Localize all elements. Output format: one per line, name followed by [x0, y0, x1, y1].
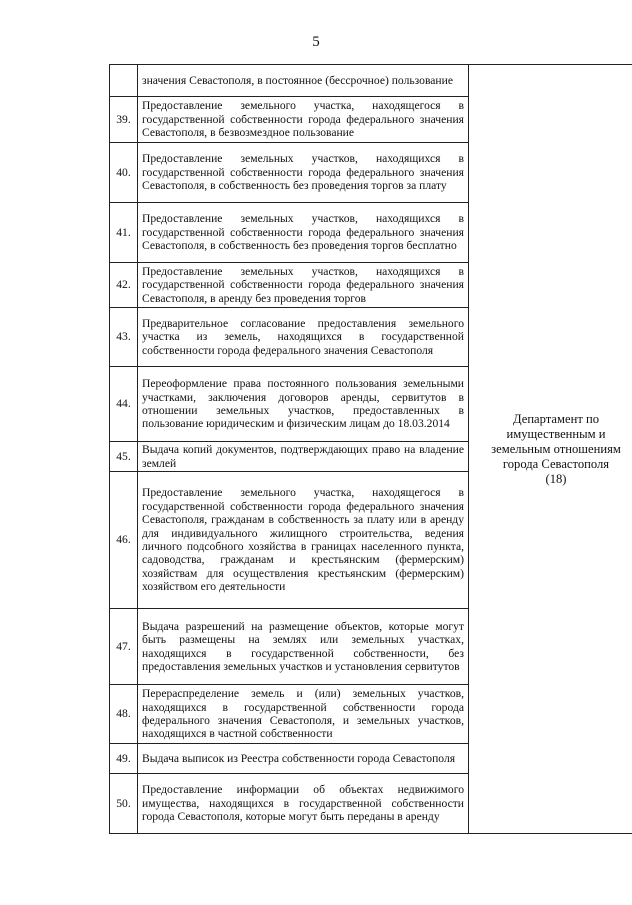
service-name: Перераспределение земель и (или) земельных участков, находящихся в государственной собственности города федерального значения Севастополя, и земельных участков, находящихся в частной собственности — [138, 685, 469, 744]
service-name: Предоставление земельных участков, находящихся в государственной собственности города федерального значения Севастополя, в аренду без проведения торгов — [138, 263, 469, 308]
row-number: 48. — [110, 685, 138, 744]
service-name: Предварительное согласование предоставления земельного участка из земель, находящихся в государственной собственности города федерального значения Севастополя — [138, 308, 469, 367]
table-row — [110, 65, 632, 97]
service-name: Предоставление информации об объектах недвижимого имущества, находящихся в государственной собственности города Севастополя, которые могут быть переданы в аренду — [138, 774, 469, 834]
department-line: Департамент по — [512, 411, 600, 426]
service-name: Предоставление земельного участка, находящегося в государственной собственности города федерального значения Севастополя, гражданам в собственность за плату или в аренду для индивидуального жилищного строительства, ведения личного подсобного хозяйства в границах населенного пункта, садоводства, гражданам и крестьянским (фермерским) хозяйствам для осуществления крестьянским (фермерским) хозяйством его деятельности — [138, 472, 469, 609]
row-number — [110, 65, 138, 97]
service-name: Предоставление земельных участков, находящихся в государственной собственности города федерального значения Севастополя, в собственность без проведения торгов бесплатно — [138, 203, 469, 263]
row-number: 45. — [110, 442, 138, 472]
service-name: значения Севастополя, в постоянное (бессрочное) пользование — [138, 65, 469, 97]
service-name: Предоставление земельных участков, находящихся в государственной собственности города федерального значения Севастополя, в собственность без проведения торгов за плату — [138, 143, 469, 203]
department-line: (18) — [545, 471, 567, 486]
department-line: земельным отношениям — [491, 441, 621, 456]
service-name: Выдача копий документов, подтверждающих право на владение землей — [138, 442, 469, 472]
row-number: 47. — [110, 609, 138, 685]
row-number: 46. — [110, 472, 138, 609]
service-name: Выдача выписок из Реестра собственности города Севастополя — [138, 744, 469, 774]
row-number: 43. — [110, 308, 138, 367]
row-number: 50. — [110, 774, 138, 834]
services-table — [109, 64, 632, 834]
department-line: имущественным и — [506, 426, 606, 441]
department-line: города Севастополя — [502, 456, 610, 471]
row-number: 41. — [110, 203, 138, 263]
service-name: Выдача разрешений на размещение объектов, которые могут быть размещены на землях или земельных участках, находящихся в государственной собственности, без предоставления земельных участков и установления сервитутов — [138, 609, 469, 685]
service-name: Предоставление земельного участка, находящегося в государственной собственности города федерального значения Севастополя, в безвозмездное пользование — [138, 97, 469, 143]
page-number: 5 — [312, 34, 320, 50]
row-number: 49. — [110, 744, 138, 774]
row-number: 42. — [110, 263, 138, 308]
row-number: 40. — [110, 143, 138, 203]
row-number: 44. — [110, 367, 138, 442]
service-name: Переоформление права постоянного пользования земельными участками, заключения договоров аренды, сервитутов в отношении земельных участков, предоставленных в пользование юридическим и физическим лицам до 18.03.2014 — [138, 367, 469, 442]
row-number: 39. — [110, 97, 138, 143]
department-cell — [469, 65, 632, 834]
